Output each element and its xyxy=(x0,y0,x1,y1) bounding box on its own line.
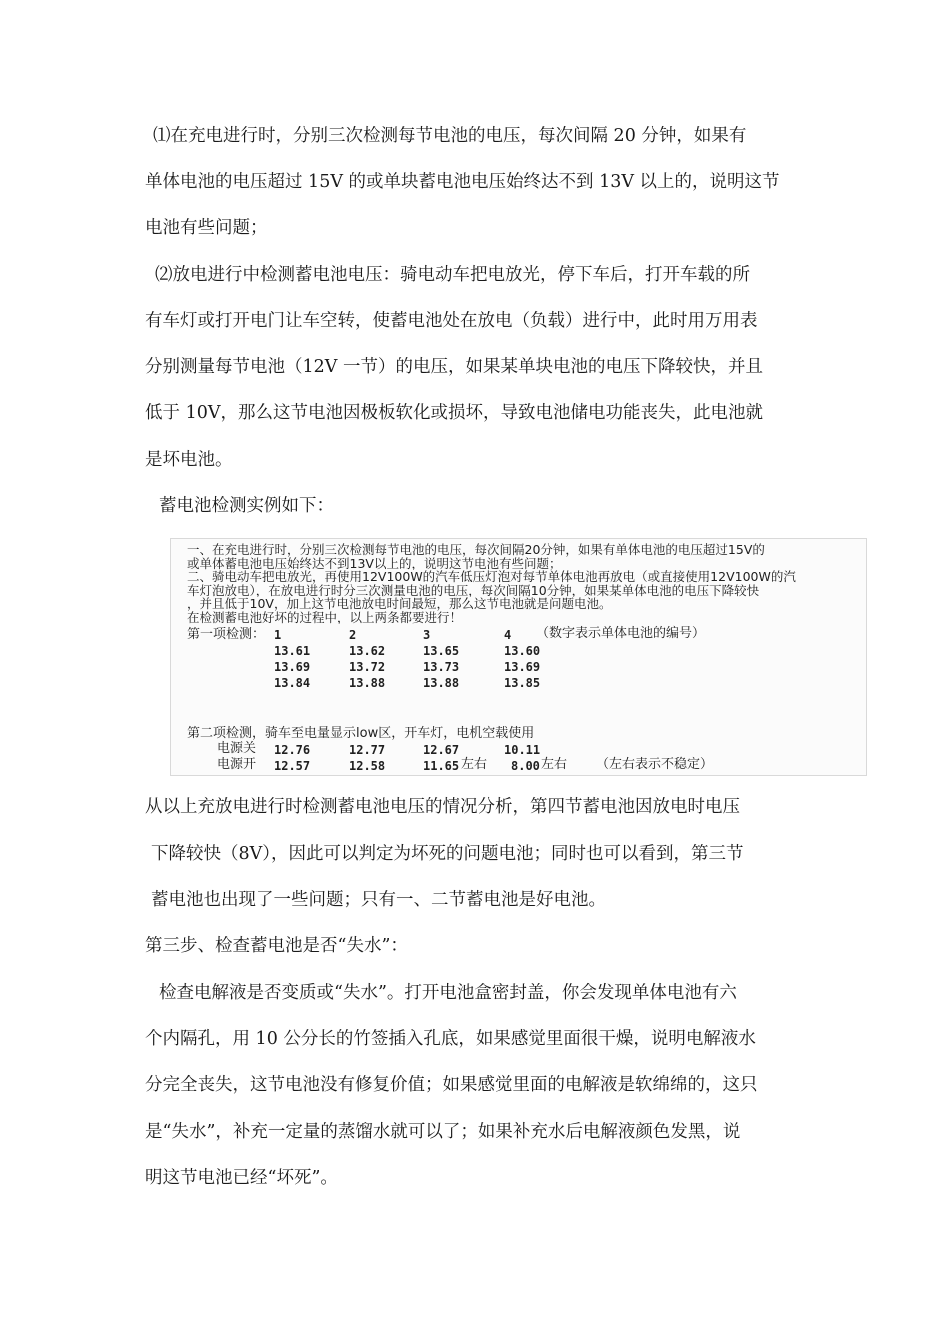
test1-cell: 13.65 xyxy=(423,644,460,658)
header-cell: 3 xyxy=(423,628,431,642)
para2-line5: 是坏电池。 xyxy=(145,450,233,470)
figure-intro xyxy=(187,543,859,624)
test1-cell: 13.85 xyxy=(504,676,541,690)
figure-intro-line: 一、在充电进行时，分别三次检测每节电池的电压，每次间隔20分钟，如果有单体电池的电压超过15V的 xyxy=(187,543,765,557)
header-cell: 2 xyxy=(349,628,357,642)
para6-line5: 明这节电池已经“坏死”。 xyxy=(145,1168,338,1188)
test1-cell: 13.62 xyxy=(349,644,386,658)
para1-line3: 电池有些问题； xyxy=(145,218,268,238)
test1-cell: 13.60 xyxy=(504,644,541,658)
para6-line2: 个内隔孔，用 10 公分长的竹签插入孔底，如果感觉里面很干燥，说明电解液水 xyxy=(145,1029,756,1049)
figure-intro-line: 在检测蓄电池好坏的过程中，以上两条都要进行！ xyxy=(187,610,463,624)
test1-cell: 13.69 xyxy=(274,660,311,674)
test1-cell: 13.73 xyxy=(423,660,460,674)
test2-row-label: 电源开 xyxy=(217,757,257,772)
para2-line2: 有车灯或打开电门让车空转，使蓄电池处在放电（负载）进行中，此时用万用表 xyxy=(145,311,758,331)
test2-cell: 8.00 xyxy=(511,759,540,773)
figure-intro-line: 二、骑电动车把电放光，再使用12V100W的汽车低压灯泡对每节单体电池再放电（或直接使用12V100W的汽 xyxy=(187,570,796,584)
header-note: （数字表示单体电池的编号） xyxy=(536,626,706,641)
header-cell: 4 xyxy=(504,628,512,642)
para4-line2: 下降较快（8V），因此可以判定为坏死的问题电池；同时也可以看到，第三节 xyxy=(151,844,744,864)
example-heading: 蓄电池检测实例如下： xyxy=(159,496,334,516)
test2-cell: 12.67 xyxy=(423,743,460,757)
test1-cell: 13.88 xyxy=(423,676,460,690)
test2-cell: 11.65 xyxy=(423,759,460,773)
header-cell: 1 xyxy=(274,628,282,642)
test2-remark: （左右表示不稳定） xyxy=(596,757,714,772)
figure-intro-line: 车灯泡放电），在放电进行时分三次测量电池的电压，每次间隔10分钟，如果某单体电池的电压下降较快 xyxy=(187,583,760,597)
test1-cell: 13.84 xyxy=(274,676,311,690)
test2-cell: 12.76 xyxy=(274,743,311,757)
para1-line1: ⑴在充电进行时，分别三次检测每节电池的电压，每次间隔 20 分钟，如果有 xyxy=(153,126,747,146)
test1-cell: 13.61 xyxy=(274,644,311,658)
test1-cell: 13.72 xyxy=(349,660,386,674)
test1-cell: 13.88 xyxy=(349,676,386,690)
figure-intro-line: 或单体蓄电池电压始终达不到13V以上的，说明这节电池有些问题； xyxy=(187,556,562,570)
para4-line1: 从以上充放电进行时检测蓄电池电压的情况分析，第四节蓄电池因放电时电压 xyxy=(145,797,740,817)
para6-line4: 是“失水”，补充一定量的蒸馏水就可以了；如果补充水后电解液颜色发黑，说 xyxy=(145,1122,741,1142)
para1-line2: 单体电池的电压超过 15V 的或单块蓄电池电压始终达不到 13V 以上的，说明这节 xyxy=(145,172,780,192)
para6-line1: 检查电解液是否变质或“失水”。打开电池盒密封盖，你会发现单体电池有六 xyxy=(159,983,737,1003)
test2-row-label: 电源关 xyxy=(217,741,257,756)
para2-line4: 低于 10V，那么这节电池因极板软化或损坏，导致电池储电功能丧失，此电池就 xyxy=(145,403,763,423)
figure-intro-line: ，并且低于10V，加上这节电池放电时间最短，那么这节电池就是问题电池。 xyxy=(187,597,612,611)
test2-cell: 12.58 xyxy=(349,759,386,773)
para6-line3: 分完全丧失，这节电池没有修复价值；如果感觉里面的电解液是软绵绵的，这只 xyxy=(145,1075,758,1095)
para2-line3: 分别测量每节电池（12V 一节）的电压，如果某单块电池的电压下降较快，并且 xyxy=(145,357,763,377)
para4-line3: 蓄电池也出现了一些问题；只有一、二节蓄电池是好电池。 xyxy=(151,890,606,910)
battery-test-figure xyxy=(170,538,867,776)
step3-heading: 第三步、检查蓄电池是否“失水”： xyxy=(145,936,408,956)
test1-label: 第一项检测： xyxy=(187,627,266,642)
test1-cell: 13.69 xyxy=(504,660,541,674)
test2-cell: 12.57 xyxy=(274,759,311,773)
test2-cell: 12.77 xyxy=(349,743,386,757)
test2-cell: 10.11 xyxy=(504,743,541,757)
test2-note: 左右 xyxy=(461,757,488,772)
test2-note: 左右 xyxy=(541,757,568,772)
test2-label: 第二项检测，骑车至电量显示low区，开车灯，电机空载使用 xyxy=(187,726,535,741)
para2-line1: ⑵放电进行中检测蓄电池电压：骑电动车把电放光，停下车后，打开车载的所 xyxy=(155,265,750,285)
